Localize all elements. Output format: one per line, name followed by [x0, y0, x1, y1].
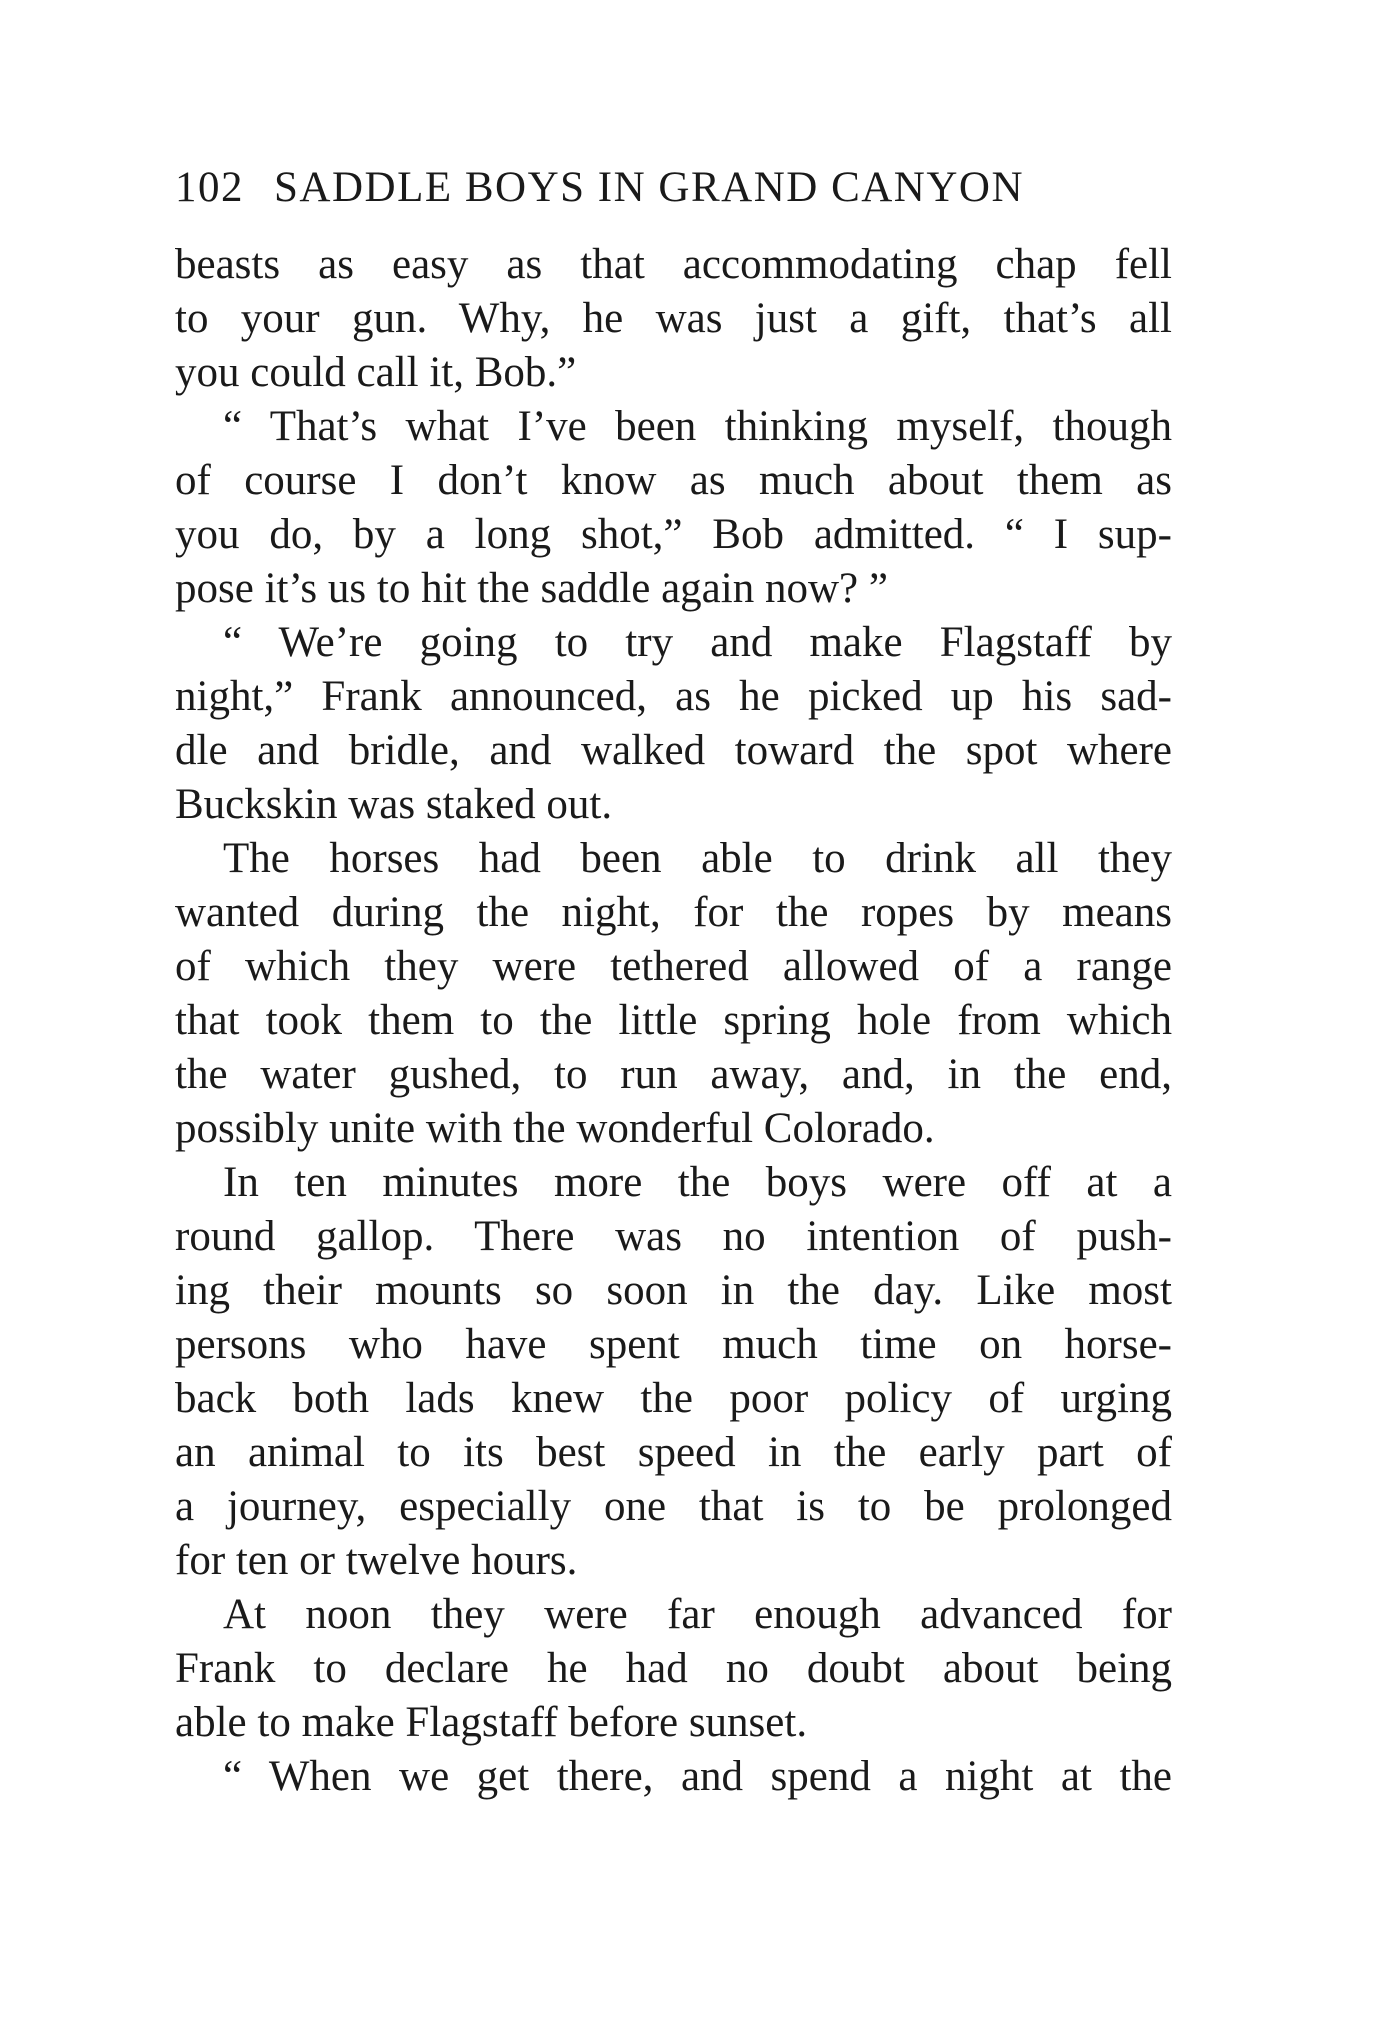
- text-line: In ten minutes more the boys were off at a: [223, 1159, 1172, 1206]
- text-line: pose it’s us to hit the saddle again now? ”: [175, 565, 888, 612]
- body-text: [175, 238, 1172, 1804]
- text-line: The horses had been able to drink all they: [223, 835, 1172, 882]
- running-title: SADDLE BOYS IN GRAND CANYON: [274, 164, 1025, 211]
- text-line: wanted during the night, for the ropes by means: [175, 889, 1172, 936]
- text-line: “ When we get there, and spend a night at the: [223, 1753, 1172, 1800]
- running-header: [175, 158, 1175, 218]
- text-line: At noon they were far enough advanced for: [223, 1591, 1172, 1638]
- page-number: 102: [175, 164, 244, 211]
- text-line: you could call it, Bob.”: [175, 349, 577, 396]
- text-line: beasts as easy as that accommodating chap fell: [175, 241, 1172, 288]
- text-line: a journey, especially one that is to be prolonged: [175, 1483, 1172, 1530]
- text-line: an animal to its best speed in the early part of: [175, 1429, 1172, 1476]
- text-line: to your gun. Why, he was just a gift, that’s all: [175, 295, 1172, 342]
- text-line: round gallop. There was no intention of push-: [175, 1213, 1172, 1260]
- text-line: of course I don’t know as much about them as: [175, 457, 1172, 504]
- text-line: the water gushed, to run away, and, in the end,: [175, 1051, 1172, 1098]
- text-line: ing their mounts so soon in the day. Like most: [175, 1267, 1172, 1314]
- text-line: Buckskin was staked out.: [175, 781, 613, 828]
- text-line: persons who have spent much time on horse-: [175, 1321, 1172, 1368]
- text-line: for ten or twelve hours.: [175, 1537, 578, 1584]
- text-line: dle and bridle, and walked toward the spot where: [175, 727, 1172, 774]
- text-line: possibly unite with the wonderful Colorado.: [175, 1105, 935, 1152]
- text-line: back both lads knew the poor policy of urging: [175, 1375, 1172, 1422]
- text-line: “ That’s what I’ve been thinking myself, though: [223, 403, 1172, 450]
- text-line: you do, by a long shot,” Bob admitted. “ I sup-: [175, 511, 1172, 558]
- text-line: of which they were tethered allowed of a range: [175, 943, 1172, 990]
- text-line: “ We’re going to try and make Flagstaff by: [223, 619, 1172, 666]
- text-line: able to make Flagstaff before sunset.: [175, 1699, 808, 1746]
- text-line: that took them to the little spring hole from which: [175, 997, 1172, 1044]
- text-line: Frank to declare he had no doubt about being: [175, 1645, 1172, 1692]
- text-line: night,” Frank announced, as he picked up his sad-: [175, 673, 1172, 720]
